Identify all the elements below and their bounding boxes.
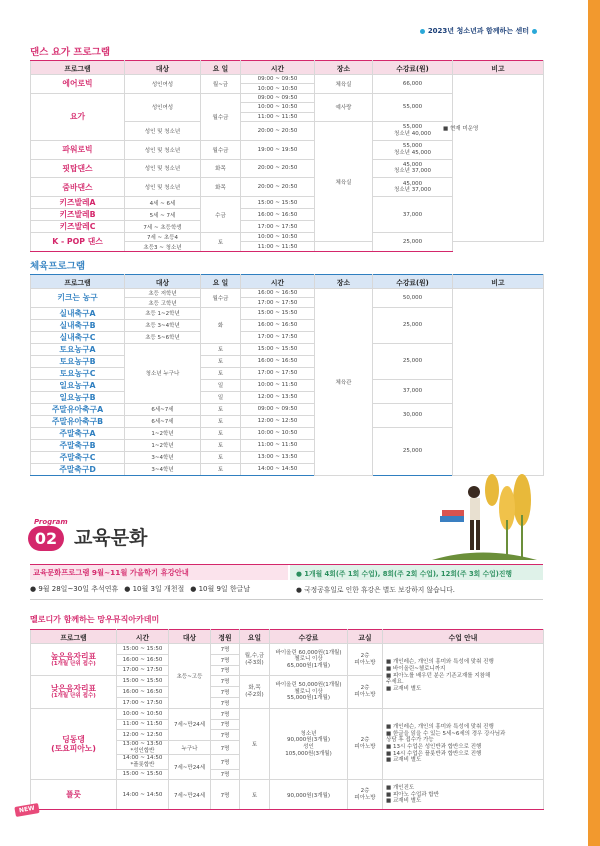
day: 화,목 (주2회) [240, 676, 270, 708]
program-name: 딩동댕 (토요피아노) [31, 708, 117, 780]
program-name: 주말축구B [31, 439, 125, 451]
program-name: 플룻 [31, 780, 117, 810]
holiday-notice [30, 564, 543, 600]
time: 17:00 ~ 17:50 [241, 367, 315, 379]
time: 10:00 ~ 10:50 [241, 84, 315, 93]
day: 토 [201, 439, 241, 451]
col-program: 프로그램 [31, 275, 125, 289]
fee: 90,000원(3개월) [270, 780, 348, 810]
capacity: 7명 [211, 654, 240, 665]
time: 10:00 ~ 10:50 [241, 427, 315, 439]
time: 10:00 ~ 10:50 [241, 233, 315, 242]
fee: 25,000 [373, 233, 453, 252]
room: 2층 피아노방 [348, 780, 383, 810]
day: 일 [201, 379, 241, 391]
program-name: 키크는 농구 [31, 289, 125, 308]
time: 11:00 ~ 11:50 [241, 112, 315, 121]
time: 09:00 ~ 09:50 [241, 75, 315, 84]
target: 성인여성 [125, 93, 201, 121]
time: 14:00 ~ 14:50 [117, 780, 169, 810]
target: 초등 3~4학년 [125, 319, 201, 331]
program-name: 키즈발레A [31, 197, 125, 209]
holiday-list: ● 9월 28일~30일 추석연휴 ● 10월 3일 개천절 ● 10월 9일 한글날 [30, 585, 251, 593]
capacity: 7명 [211, 665, 240, 676]
fee: 25,000 [373, 343, 453, 379]
sports-table [30, 274, 544, 476]
time: 13:00 ~ 13:50 [241, 451, 315, 463]
capacity: 7명 [211, 730, 240, 741]
target: 성인 및 청소년 [125, 159, 201, 178]
time: 15:00 ~ 15:50 [117, 644, 169, 655]
program-name: 토요농구B [31, 355, 125, 367]
music-table [30, 629, 544, 810]
target: 초등3 ~ 청소년 [125, 242, 201, 251]
time: 17:00 ~ 17:50 [117, 665, 169, 676]
target: 3~4학년 [125, 451, 201, 463]
room: 2층 피아노방 [348, 708, 383, 780]
new-badge: NEW [14, 803, 39, 817]
place: 예사랑 [315, 93, 373, 121]
target: 1~2학년 [125, 439, 201, 451]
time: 11:00 ~ 11:50 [241, 242, 315, 251]
notice-schedule: ● 1개월 4회(주 1회 수업), 8회(주 2회 수업), 12회(주 3회 수업)진행 [290, 565, 543, 580]
target: 성인 및 청소년 [125, 140, 201, 159]
info: ■ 개인레슨, 개인의 흥미와 특성에 맞춰 진행 ■ 바이올린~첼로니까지 ■ 피아노를 배우던 분은 기존교재를 지참해 주세요. ■ 교재비 별도 [383, 644, 544, 709]
program-name: 키즈발레C [31, 221, 125, 233]
day: 토 [240, 780, 270, 810]
notice-makeup: ● 국정공휴일로 인한 휴강은 별도 보강하지 않습니다. [296, 586, 455, 594]
time: 16:00 ~ 16:50 [241, 355, 315, 367]
target: 성인 및 청소년 [125, 178, 201, 197]
target: 7세~만24세 [169, 780, 211, 810]
day: 수금 [201, 197, 241, 233]
program-name: 토요농구A [31, 343, 125, 355]
time: 15:00 ~ 15:50 [241, 343, 315, 355]
target: 1~2학년 [125, 427, 201, 439]
time: 16:00 ~ 16:50 [241, 209, 315, 221]
time: 17:00 ~ 17:50 [117, 697, 169, 708]
fee: 55,000 청소년 40,000 [373, 121, 453, 140]
capacity: 7명 [211, 719, 240, 730]
fee: 55,000 청소년 45,000 [373, 140, 453, 159]
target: 초등 1~2학년 [125, 307, 201, 319]
sports-section-title: 체육프로그램 [30, 261, 86, 272]
time: 19:00 ~ 19:50 [241, 140, 315, 159]
day: 월수금 [201, 93, 241, 140]
fee: 바이올린 50,000원(1개월) 첼로니 이상 55,000원(1개월) [270, 676, 348, 708]
program-name: K - POP 댄스 [31, 233, 125, 252]
col-program: 프로그램 [31, 61, 125, 75]
info: ■ 개인레슨, 개인의 흥미와 특성에 맞춰 진행 ■ 한글을 읽을 수 있는 5세~6세의 경우 강사님과 상담 후 접수가 가능 ■ 13시 수업은 성인반과 합반으로 진행 ■ 14시 수업은 플룻반과 합반으로 진행 ■ 교재비 별도 [383, 708, 544, 780]
program-name: 주말축구C [31, 451, 125, 463]
capacity: 7명 [211, 676, 240, 687]
target: 성인여성 [125, 75, 201, 94]
time: 15:00 ~ 15:50 [241, 307, 315, 319]
capacity: 7명 [211, 755, 240, 769]
col-time: 시간 [117, 630, 169, 644]
col-fee: 수강료 [270, 630, 348, 644]
target: 5세 ~ 7세 [125, 209, 201, 221]
program-name: 토요농구C [31, 367, 125, 379]
day: 토 [201, 355, 241, 367]
col-day: 요 일 [201, 61, 241, 75]
dance-table [30, 60, 544, 252]
header-title: 2023년 청소년과 함께하는 센터 [417, 26, 540, 36]
program-name: 낮은음자리표 (1개월 단위 접수) [31, 676, 117, 708]
capacity: 7명 [211, 769, 240, 780]
col-note: 비고 [453, 275, 544, 289]
day: 화목 [201, 178, 241, 197]
program-name: 실내축구A [31, 307, 125, 319]
capacity: 7명 [211, 741, 240, 755]
time: 14:00 ~ 14:50 [241, 463, 315, 475]
col-fee: 수강료(원) [373, 61, 453, 75]
day: 토 [201, 415, 241, 427]
target: 7세 ~ 초등학생 [125, 221, 201, 233]
yoga-note: ■ 현재 미운영 [443, 126, 479, 132]
fee: 청소년 90,000원(3개월) 성인 105,000원(3개월) [270, 708, 348, 780]
col-target: 대상 [169, 630, 211, 644]
col-place: 장소 [315, 61, 373, 75]
target: 초등~고등 [169, 644, 211, 709]
target: 초등 고학년 [125, 298, 201, 307]
program-name: 일요농구B [31, 391, 125, 403]
fee: 25,000 [373, 307, 453, 343]
fee: 55,000 [373, 93, 453, 121]
program-name: 주말축구D [31, 463, 125, 475]
fee: 37,000 [373, 379, 453, 403]
program-name: 일요농구A [31, 379, 125, 391]
capacity: 7명 [211, 644, 240, 655]
target: 초등 저학년 [125, 289, 201, 298]
time: 15:00 ~ 15:50 [117, 676, 169, 687]
time: 11:00 ~ 11:50 [241, 439, 315, 451]
target: 누구나 [169, 741, 211, 755]
col-capacity: 정원 [211, 630, 240, 644]
time: 16:00 ~ 16:50 [241, 319, 315, 331]
day: 월수금 [201, 289, 241, 308]
program-name: 줌바댄스 [31, 178, 125, 197]
day: 토 [201, 451, 241, 463]
fee: 45,000 청소년 37,000 [373, 159, 453, 178]
note-cell [453, 75, 544, 242]
day: 월,수,금 (주3회) [240, 644, 270, 676]
time: 13:00 ~ 13:50 *성인합반 [117, 741, 169, 755]
program-name: 주말유아축구B [31, 415, 125, 427]
col-place: 장소 [315, 275, 373, 289]
program-name: 높은음자리표 (1개월 단위 접수) [31, 644, 117, 676]
day: 토 [201, 367, 241, 379]
room: 2층 피아노방 [348, 676, 383, 708]
col-note: 비고 [453, 61, 544, 75]
note-cell [315, 242, 373, 251]
room: 2층 피아노방 [348, 644, 383, 676]
capacity: 7명 [211, 708, 240, 719]
col-fee: 수강료(원) [373, 275, 453, 289]
target: 3~4학년 [125, 463, 201, 475]
day: 월~금 [201, 75, 241, 94]
capacity: 7명 [211, 697, 240, 708]
program-name: 요가 [31, 93, 125, 140]
place: 체육실 [315, 75, 373, 94]
target: 7세~만24세 [169, 708, 211, 740]
time: 20:00 ~ 20:50 [241, 121, 315, 140]
info: ■ 개인진도 ■ 피아노 수업과 합반 ■ 교재비 별도 [383, 780, 544, 810]
col-time: 시간 [241, 275, 315, 289]
time: 17:00 ~ 17:50 [241, 298, 315, 307]
time: 10:00 ~ 10:50 [117, 708, 169, 719]
program-name: 실내축구C [31, 331, 125, 343]
time: 20:00 ~ 20:50 [241, 159, 315, 178]
fee: 50,000 [373, 289, 453, 308]
target: 7세 ~ 초등4 [125, 233, 201, 242]
time: 10:00 ~ 10:50 [241, 103, 315, 112]
fee: 45,000 청소년 37,000 [373, 178, 453, 197]
place: 체육관 [315, 289, 373, 476]
fee: 37,000 [373, 197, 453, 233]
day: 토 [201, 343, 241, 355]
time: 16:00 ~ 16:50 [117, 654, 169, 665]
target: 6세~7세 [125, 415, 201, 427]
time: 12:00 ~ 12:50 [117, 730, 169, 741]
fee: 25,000 [373, 427, 453, 475]
col-room: 교실 [348, 630, 383, 644]
col-target: 대상 [125, 61, 201, 75]
fee: 66,000 [373, 75, 453, 94]
program-label: Program [34, 518, 68, 526]
time: 11:00 ~ 11:50 [117, 719, 169, 730]
target: 6세~7세 [125, 403, 201, 415]
target: 초등 5~6학년 [125, 331, 201, 343]
time: 16:00 ~ 16:50 [241, 289, 315, 298]
time: 17:00 ~ 17:50 [241, 331, 315, 343]
program-number: 02 [28, 526, 64, 551]
day: 토 [201, 463, 241, 475]
day: 토 [201, 403, 241, 415]
col-target: 대상 [125, 275, 201, 289]
time: 17:00 ~ 17:50 [241, 221, 315, 233]
time: 16:00 ~ 16:50 [117, 687, 169, 698]
target: 청소년 누구나 [125, 343, 201, 403]
place: 체육실 [315, 121, 373, 242]
orange-side-stripe [588, 0, 600, 846]
program-name: 주말축구A [31, 427, 125, 439]
program-name: 키즈발레B [31, 209, 125, 221]
fee: 바이올린 60,000원(1개월) 첼로니 이상 65,000원(1개월) [270, 644, 348, 676]
target: 7세~만24세 [169, 755, 211, 780]
col-day: 요 일 [201, 275, 241, 289]
notice-title: 교육문화프로그램 9월~11월 가을학기 휴강안내 [30, 565, 288, 580]
day: 토 [240, 708, 270, 780]
time: 09:00 ~ 09:50 [241, 93, 315, 102]
program-name: 주말유아축구A [31, 403, 125, 415]
time: 14:00 ~ 14:50 *플롯합반 [117, 755, 169, 769]
time: 15:00 ~ 15:50 [241, 197, 315, 209]
program-name: 실내축구B [31, 319, 125, 331]
time: 10:00 ~ 11:50 [241, 379, 315, 391]
day: 화목 [201, 159, 241, 178]
col-info: 수업 안내 [383, 630, 544, 644]
note-cell [453, 289, 544, 476]
fee: 30,000 [373, 403, 453, 427]
time: 09:00 ~ 09:50 [241, 403, 315, 415]
day: 화 [201, 307, 241, 343]
col-program: 프로그램 [31, 630, 117, 644]
time: 12:00 ~ 13:50 [241, 391, 315, 403]
target: 4세 ~ 6세 [125, 197, 201, 209]
capacity: 7명 [211, 780, 240, 810]
program-name: 파워로빅 [31, 140, 125, 159]
col-time: 시간 [241, 61, 315, 75]
day: 토 [201, 427, 241, 439]
program-title: 교육문화 [74, 527, 148, 549]
program-name: 핏탑댄스 [31, 159, 125, 178]
dance-section-title: 댄스 요가 프로그램 [30, 47, 111, 58]
time: 15:00 ~ 15:50 [117, 769, 169, 780]
books-illustration [432, 460, 537, 565]
target: 성인 및 청소년 [125, 121, 201, 140]
day: 일 [201, 391, 241, 403]
day: 월수금 [201, 140, 241, 159]
day: 토 [201, 233, 241, 252]
program-name: 에어로빅 [31, 75, 125, 94]
capacity: 7명 [211, 687, 240, 698]
time: 20:00 ~ 20:50 [241, 178, 315, 197]
time: 12:00 ~ 12:50 [241, 415, 315, 427]
music-section-title: 멜로디가 함께하는 망우뮤직아카데미 [30, 615, 160, 624]
col-day: 요일 [240, 630, 270, 644]
